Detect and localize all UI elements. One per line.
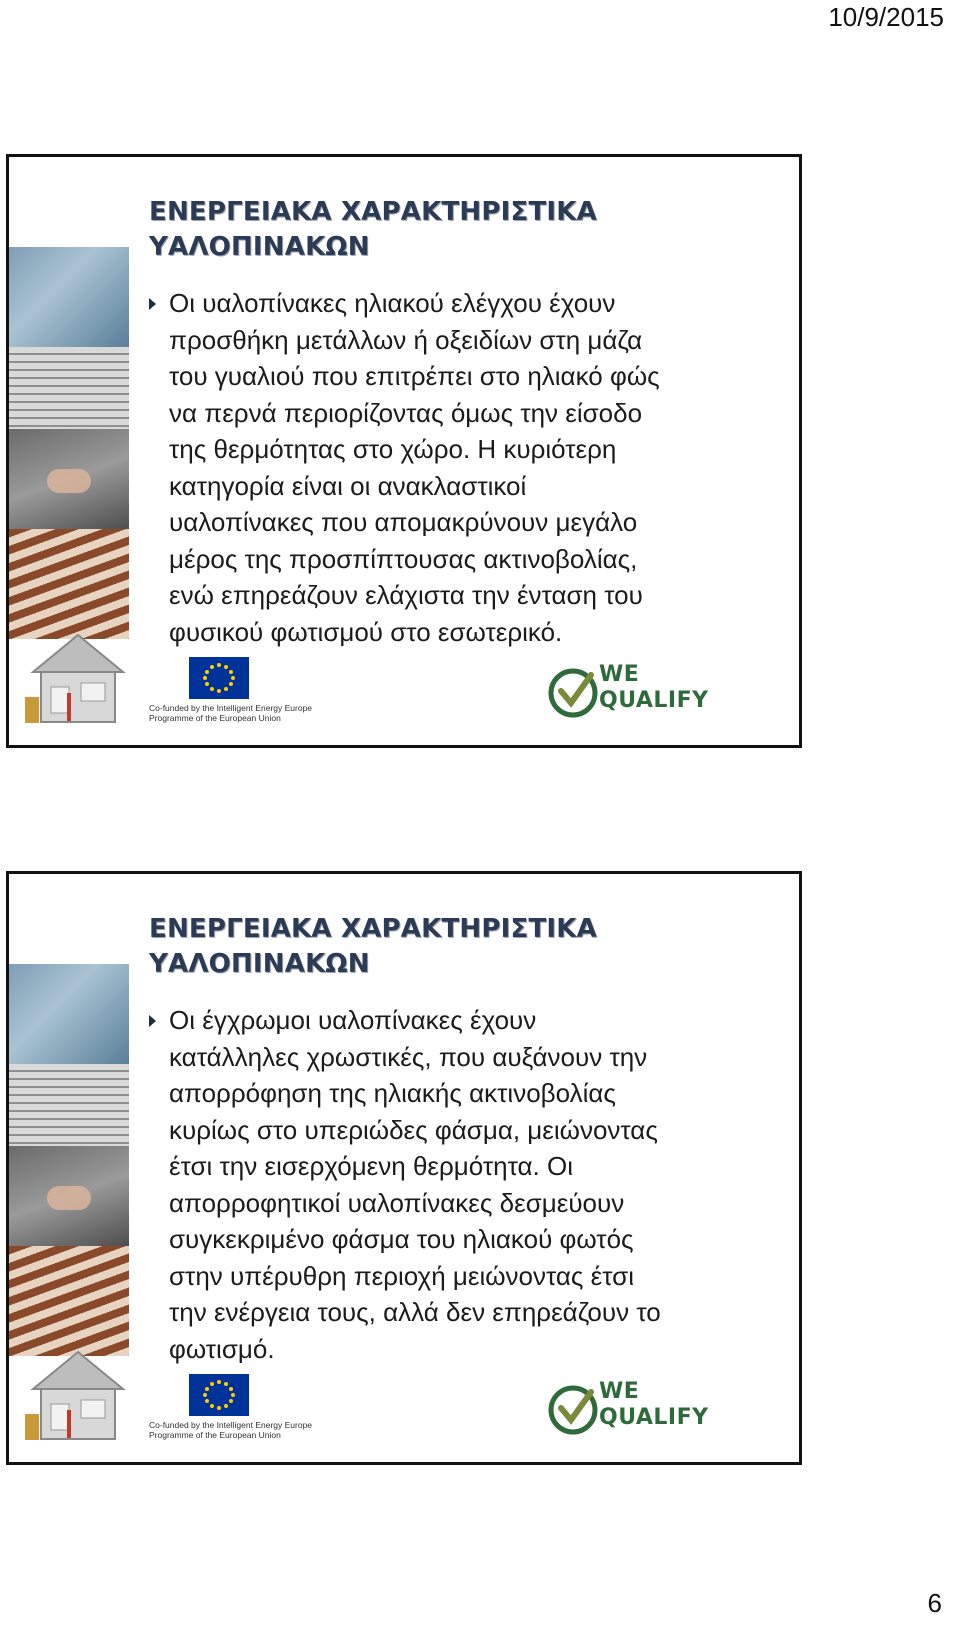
eu-caption-line: Co-funded by the Intelligent Energy Europe (149, 1420, 313, 1430)
slide-title-line: ΥΑΛΟΠΙΝΑΚΩΝ (149, 949, 370, 979)
bullet-line: Οι υαλοπίνακες ηλιακού ελέγχου έχουν (169, 288, 616, 318)
list-item (149, 1002, 749, 1367)
photo-strip (9, 247, 129, 639)
shutter-photo (9, 347, 129, 429)
bullet-line: κατηγορία είναι οι ανακλαστικοί (169, 470, 527, 501)
roof-photo (9, 964, 129, 1064)
bullet-line: φυσικού φωτισμού στο εσωτερικό. (169, 616, 563, 647)
bullet-line: Οι έγχρωμοι υαλοπίνακες έχουν (169, 1005, 537, 1035)
slide-title-line: ΕΝΕΡΓΕΙΑΚΑ ΧΑΡΑΚΤΗΡΙΣΤΙΚΑ (149, 197, 597, 227)
page-number: 6 (927, 1588, 942, 1618)
bullet-line: στην υπέρυθρη περιοχή μειώνοντας έτσι (169, 1260, 634, 1291)
we-qualify-logo (599, 1379, 709, 1431)
bullet-line: κυρίως στο υπεριώδες φάσμα, μειώνοντας (169, 1114, 658, 1145)
bullet-line: να περνά περιορίζοντας όμως την είσοδο (169, 397, 643, 428)
slide-title (149, 195, 597, 265)
slide-title-line: ΕΝΕΡΓΕΙΑΚΑ ΧΑΡΑΚΤΗΡΙΣΤΙΚΑ (149, 914, 597, 944)
bullet-line: ενώ επηρεάζουν ελάχιστα την ένταση του (169, 580, 643, 610)
eu-caption-line: Co-funded by the Intelligent Energy Europe (149, 703, 313, 713)
roof-photo (9, 247, 129, 347)
bullet-line: την ενέργεια τους, αλλά δεν επηρεάζουν το (169, 1297, 661, 1327)
bullet-line: συγκεκριμένο φάσμα του ηλιακού φωτός (169, 1224, 634, 1254)
we-qualify-logo (599, 662, 709, 714)
list-item (149, 285, 749, 650)
triangle-right-icon (149, 1015, 156, 1027)
bullet-line: έτσι την εισερχόμενη θερμότητα. Οι (169, 1151, 573, 1181)
plaster-photo (9, 1146, 129, 1246)
page-date: 10/9/2015 (828, 2, 944, 32)
shutter-photo (9, 1064, 129, 1146)
pergola-photo (9, 1246, 129, 1356)
house-illustration-icon (23, 1344, 133, 1444)
we-qualify-line: QUALIFY (599, 688, 709, 713)
slide-title (149, 912, 597, 982)
bullet-line: του γυαλιού που επιτρέπει στο ηλιακό φώς (169, 361, 660, 391)
bullet-line: φωτισμό. (169, 1333, 275, 1364)
bullet-line: κατάλληλες χρωστικές, που αυξάνουν την (169, 1041, 648, 1072)
bullet-line: υαλοπίνακες που απομακρύνουν μεγάλο (169, 507, 638, 537)
slide-title-line: ΥΑΛΟΠΙΝΑΚΩΝ (149, 232, 370, 262)
eu-caption-line: Programme of the European Union (149, 713, 281, 723)
eu-caption (149, 703, 329, 723)
plaster-photo (9, 429, 129, 529)
eu-caption-line: Programme of the European Union (149, 1430, 281, 1440)
pergola-photo (9, 529, 129, 639)
bullet-line: προσθήκη μετάλλων ή οξειδίων στη μάζα (169, 324, 643, 355)
bullet-line: μέρος της προσπίπτουσας ακτινοβολίας, (169, 543, 638, 574)
slide-1 (6, 154, 802, 748)
photo-strip (9, 964, 129, 1356)
eu-flag-icon (189, 1374, 249, 1416)
bullet-line: απορροφητικοί υαλοπίνακες δεσμεύουν (169, 1187, 625, 1218)
eu-flag-icon (189, 657, 249, 699)
we-qualify-line: QUALIFY (599, 1405, 709, 1430)
house-illustration-icon (23, 627, 133, 727)
bullet-list (149, 285, 749, 650)
eu-caption (149, 1420, 329, 1440)
triangle-right-icon (149, 298, 156, 310)
we-qualify-line: WE (599, 1379, 640, 1404)
bullet-list (149, 1002, 749, 1367)
bullet-line: απορρόφηση της ηλιακής ακτινοβολίας (169, 1078, 616, 1108)
slide-2 (6, 871, 802, 1465)
bullet-line: της θερμότητας στο χώρο. Η κυριότερη (169, 434, 617, 464)
we-qualify-line: WE (599, 662, 640, 687)
